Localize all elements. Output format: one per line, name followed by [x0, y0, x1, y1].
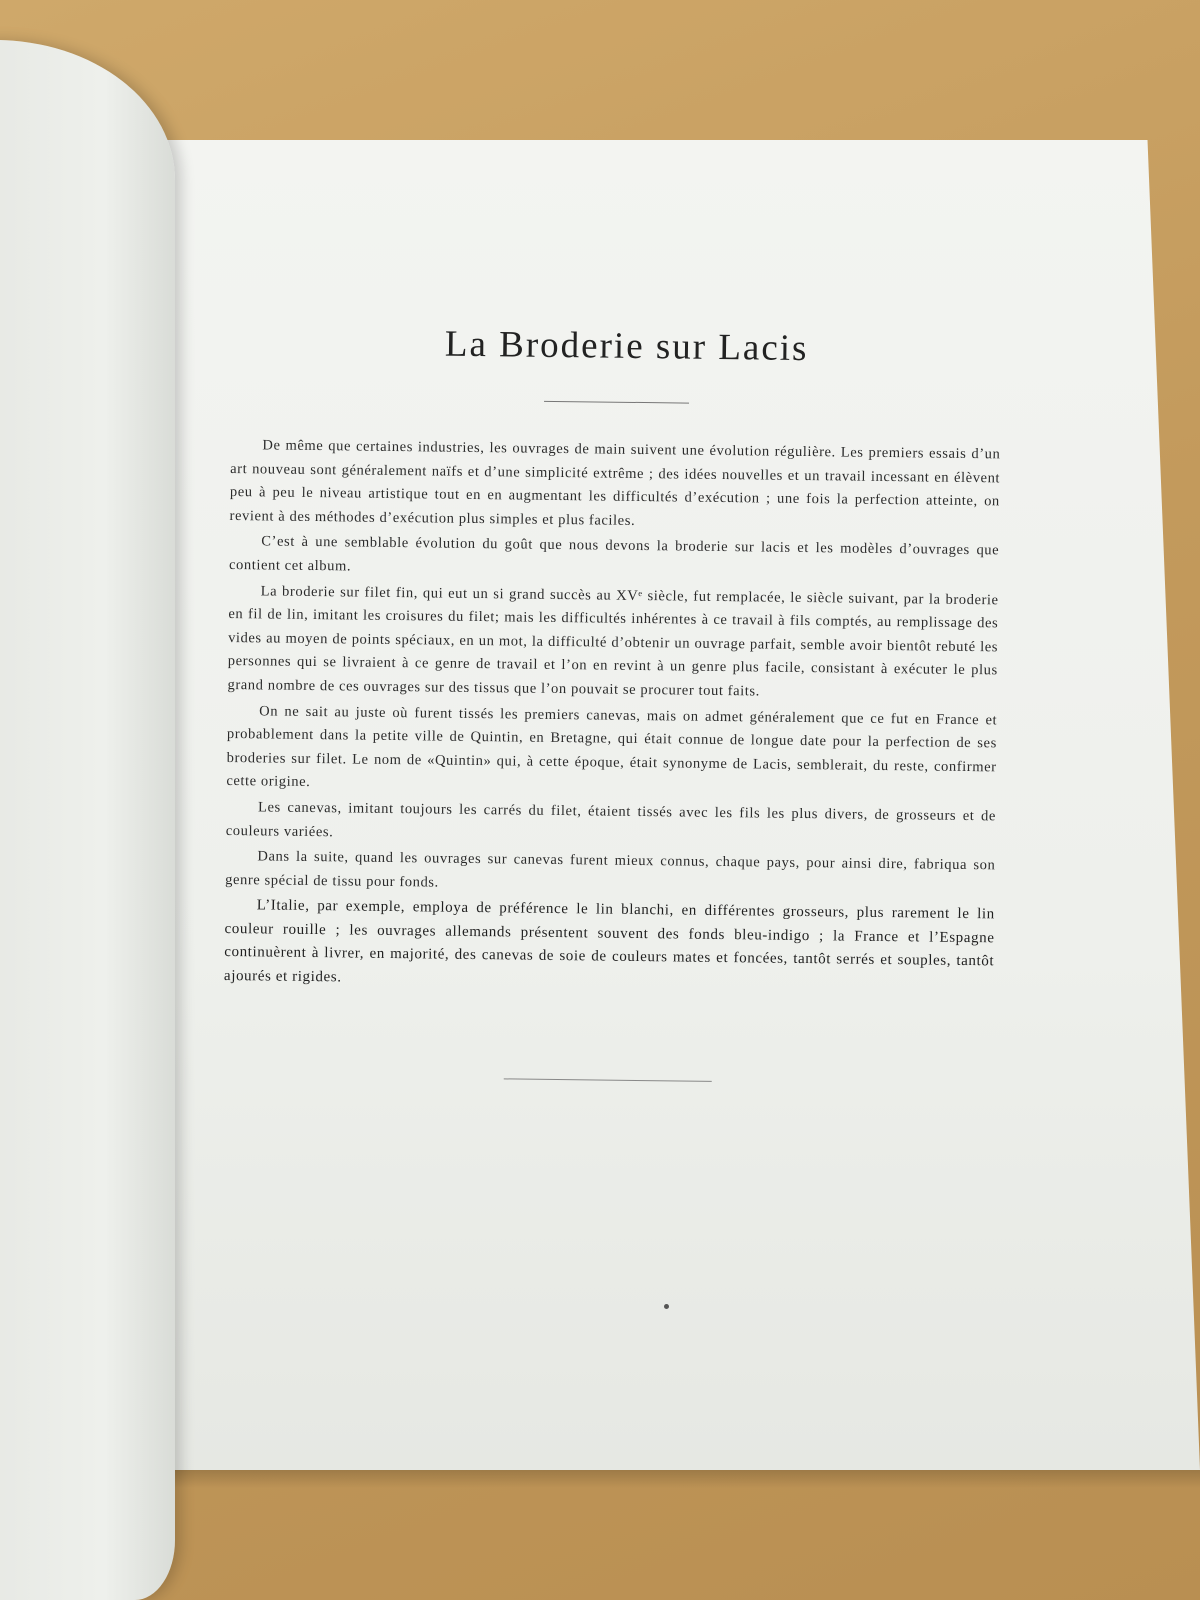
title-rule	[544, 401, 689, 404]
paragraph-3: La broderie sur filet fin, qui eut un si grand succès au XVᵉ siècle, fut remplacée, le siècle suivant, par la broderie en fil de lin, imitant les croisures du filet; mais les difficultés inhérentes à ce travail à fils comptés, au remplissage des vides au moyen de points spéciaux, en un mot, la difficulté d’obtenir un ouvrage parfait, semble avoir bientôt rebuté les personnes qui se livraient à ce genre de travail et l’on en revint à un genre plus facile, consistant à exécuter le plus grand nombre de ces ouvrages sur des tissus que l’on pouvait se procurer tout faits.	[227, 582, 999, 700]
page-mark	[664, 1304, 669, 1309]
page-content	[223, 320, 1002, 1085]
paragraph-2: C’est à une semblable évolution du goût que nous devons la broderie sur lacis et les modèles d’ouvrages que contient cet album.	[228, 533, 1000, 575]
paragraph-4: On ne sait au juste où furent tissés les premiers canevas, mais on admet généralement que ce fut en France et probablement dans la petite ville de Quintin, en Bretagne, qui était connue de longue date pour la perfection de ses broderies sur filet. Le nom de «Quintin» qui, à cette époque, était synonyme de Lacis, semblerait, du reste, confirmer cette origine.	[226, 702, 998, 791]
page-shadow	[150, 1468, 1200, 1488]
paragraph-6: Dans la suite, quand les ouvrages sur canevas furent mieux connus, chaque pays, pour ainsi dire, fabriqua son genre spécial de tissu pour fonds.	[225, 848, 996, 891]
paragraph-1: De même que certaines industries, les ouvrages de main suivent une évolution régulière. Les premiers essais d’un art nouveau sont généralement naïfs et d’une simplicité extrême ; des idées nouvelles et un travail incessant en élèvent peu à peu le niveau artistique tout en en augmentant les difficultés d’exécution ; une fois la perfection atteinte, on revient à des méthodes d’exécution plus simples et plus faciles.	[229, 437, 1001, 529]
paragraph-7: L’Italie, par exemple, employa de préférence le lin blanchi, en différentes grosseurs, plus rarement le lin couleur rouille ; les ouvrages allemands présentent souvent des fonds bleu-indigo ; la France et l’Espagne continuèrent à livrer, en majorité, des canevas de soie de couleurs mates et foncées, tantôt serrés et souples, tantôt ajourés et rigides.	[223, 897, 995, 986]
page-title: La Broderie sur Lacis	[444, 323, 809, 370]
left-page	[0, 40, 175, 1600]
paragraph-5: Les canevas, imitant toujours les carrés du filet, étaient tissés avec les fils les plus divers, de grosseurs et de couleurs variées.	[225, 799, 997, 840]
